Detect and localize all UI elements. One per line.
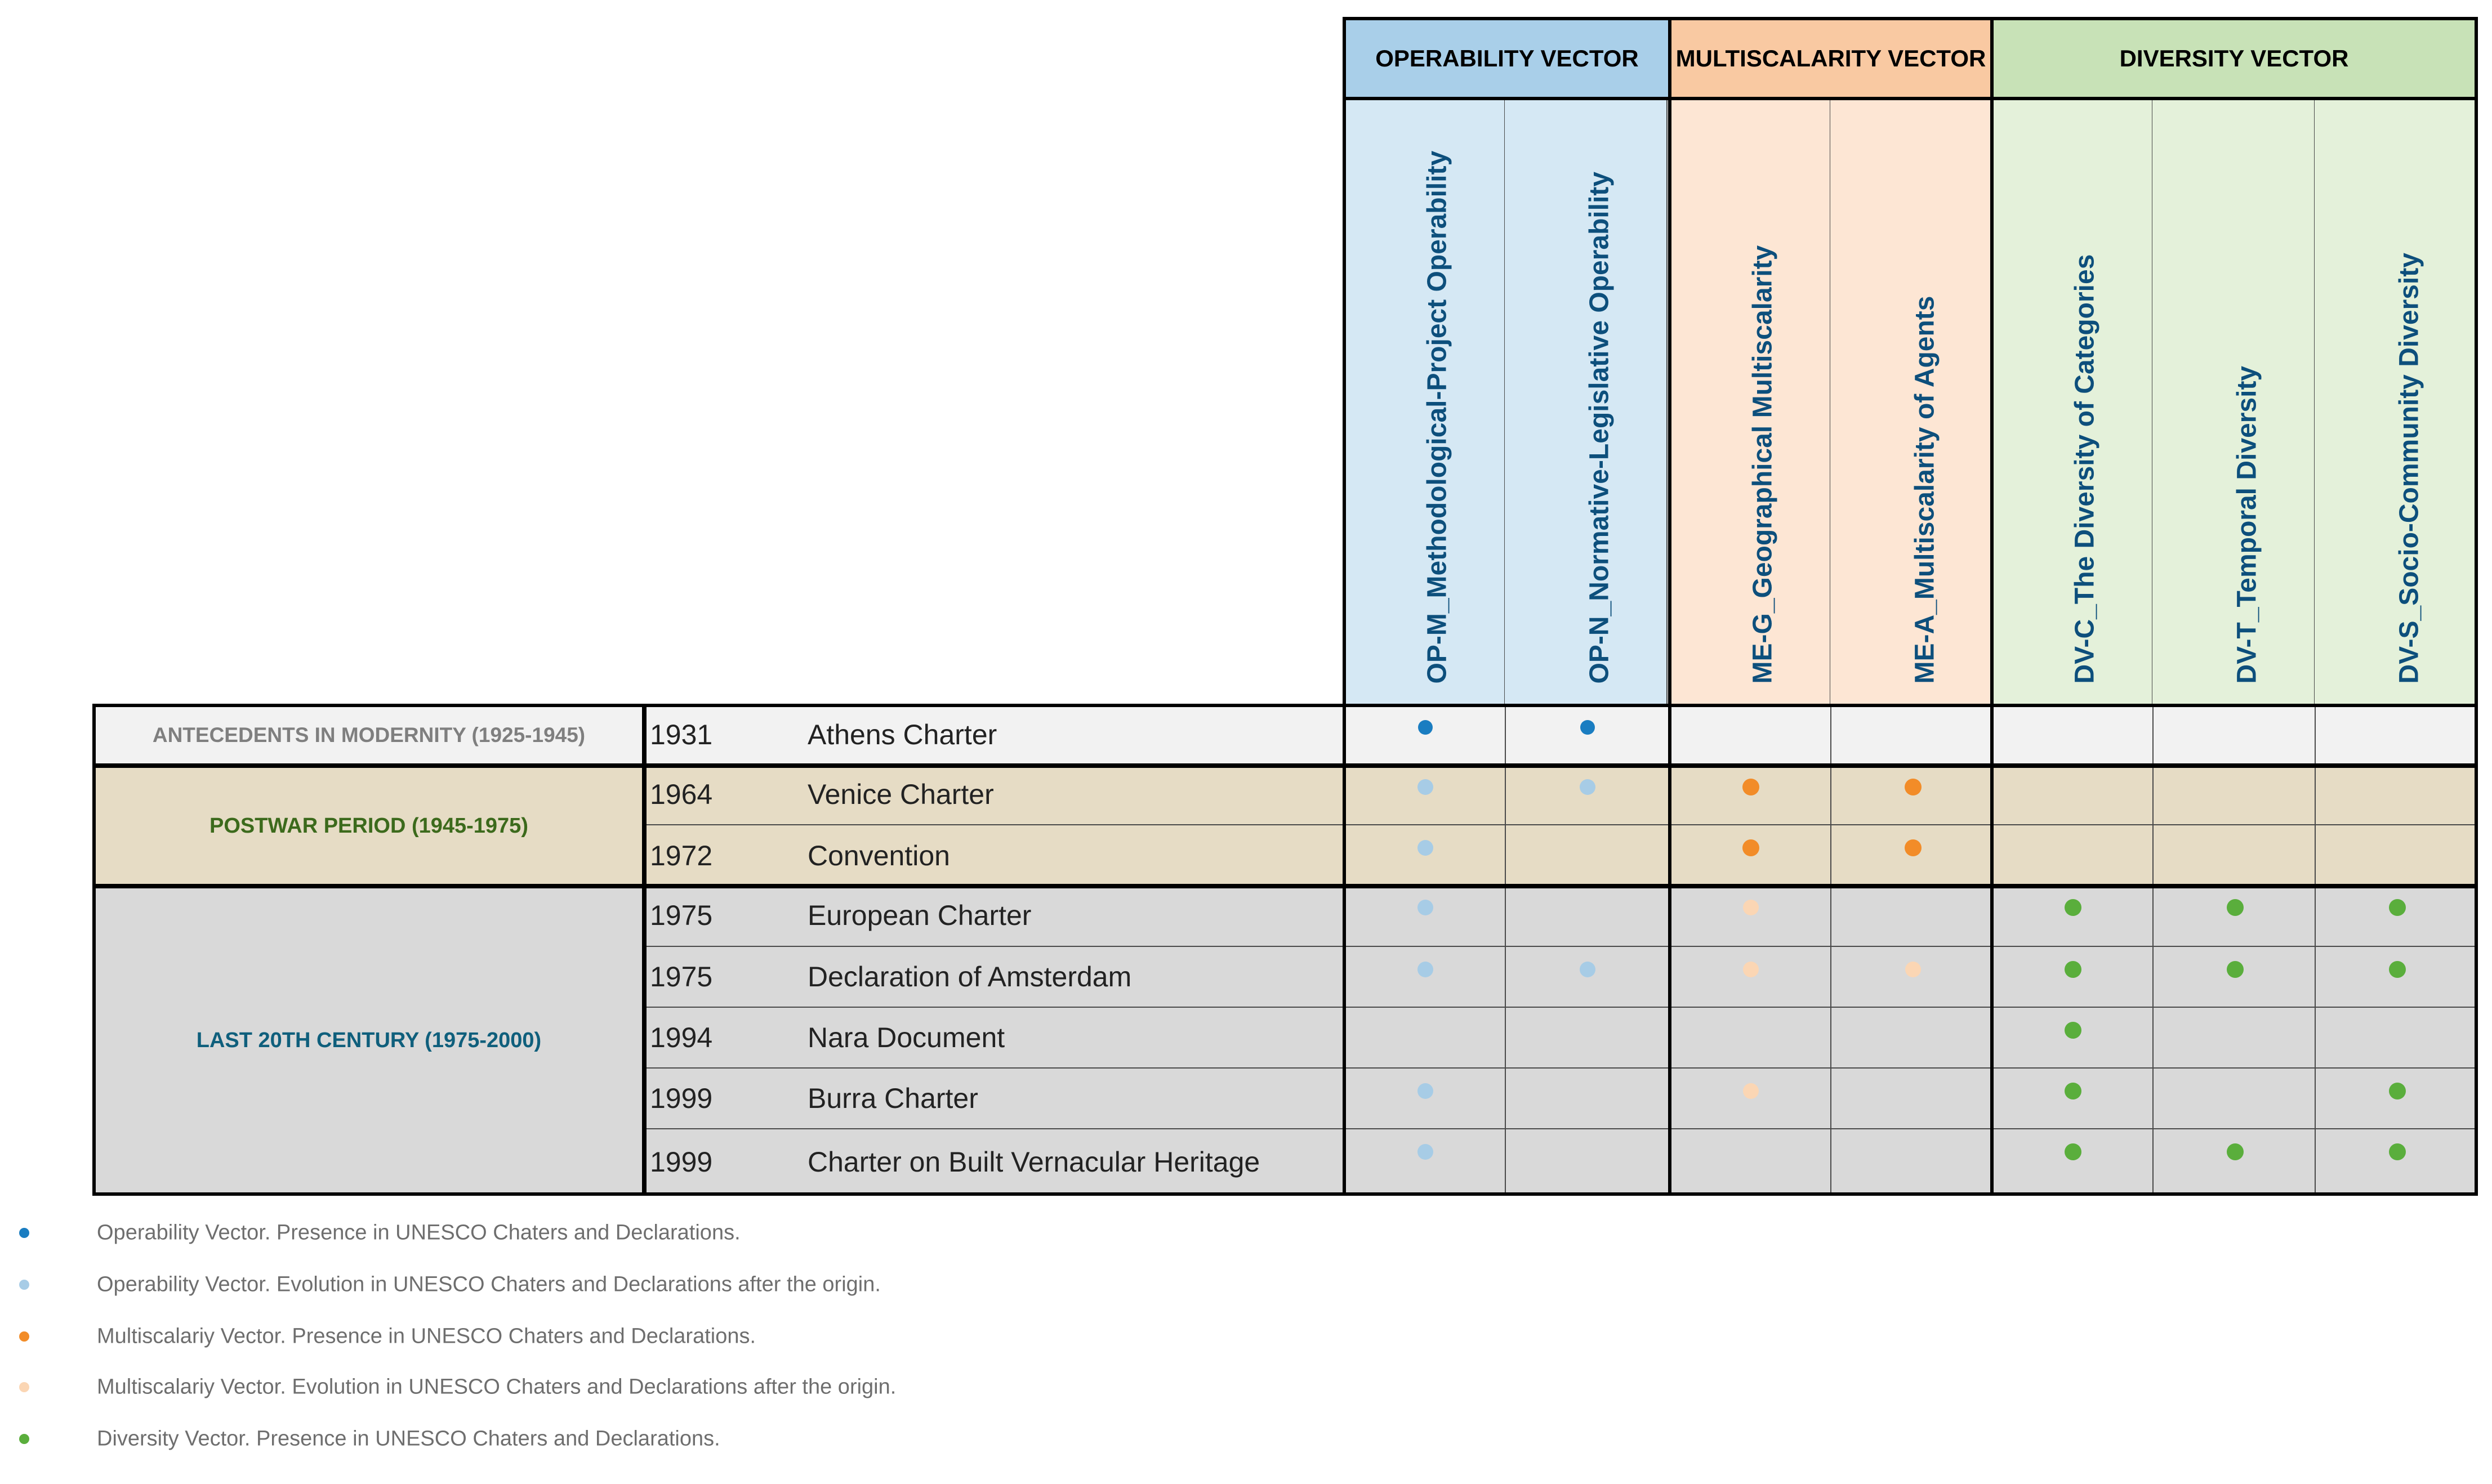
matrix-cell bbox=[1830, 885, 1993, 946]
legend-dot-icon bbox=[19, 1331, 29, 1342]
matrix-cell bbox=[1830, 947, 1993, 1007]
table-row bbox=[644, 885, 2478, 947]
row-year: 1931 bbox=[650, 719, 713, 750]
presence-dot-icon bbox=[1417, 779, 1433, 795]
presence-dot-icon bbox=[1905, 962, 1921, 977]
matrix-cell bbox=[2152, 765, 2315, 824]
legend-dot-icon bbox=[19, 1382, 29, 1392]
row-year: 1994 bbox=[650, 1022, 713, 1053]
column-header-dv-c bbox=[1990, 100, 2153, 705]
matrix-cell bbox=[2152, 947, 2315, 1007]
legend-text: Operability Vector. Evolution in UNESCO Chaters and Declarations after the origin. bbox=[97, 1272, 881, 1297]
matrix-cell bbox=[2315, 765, 2477, 824]
legend-item bbox=[0, 1320, 1239, 1353]
presence-dot-icon bbox=[1742, 779, 1759, 795]
presence-dot-icon bbox=[1905, 779, 1922, 795]
matrix-cell bbox=[2152, 885, 2315, 946]
presence-dot-icon bbox=[1580, 779, 1595, 795]
presence-dot-icon bbox=[2227, 1143, 2244, 1160]
matrix-cell bbox=[1990, 947, 2153, 1007]
matrix-cell bbox=[1830, 1069, 1993, 1128]
presence-dot-icon bbox=[2227, 899, 2244, 916]
legend-text: Diversity Vector. Presence in UNESCO Chaters and Declarations. bbox=[97, 1427, 720, 1451]
column-header-dv-s bbox=[2315, 100, 2478, 705]
matrix-cell bbox=[1830, 1008, 1993, 1067]
table-row bbox=[644, 825, 2478, 887]
matrix-cell bbox=[2152, 1069, 2315, 1128]
matrix-cell bbox=[1505, 885, 1668, 946]
matrix-cell bbox=[2315, 704, 2477, 766]
matrix-cell bbox=[2152, 1008, 2315, 1067]
vector-separator bbox=[1990, 704, 1994, 1196]
matrix-cell bbox=[2152, 704, 2315, 766]
column-header-op-m bbox=[1343, 100, 1505, 705]
legend-item bbox=[0, 1268, 1239, 1302]
matrix-cell bbox=[1343, 704, 1505, 766]
row-document: Burra Charter bbox=[808, 1083, 978, 1114]
presence-dot-icon bbox=[2389, 899, 2406, 916]
row-year: 1975 bbox=[650, 900, 713, 931]
presence-dot-icon bbox=[2389, 1143, 2406, 1160]
matrix-cell bbox=[2315, 947, 2477, 1007]
matrix-cell bbox=[1668, 765, 1831, 824]
legend-dot-icon bbox=[19, 1228, 29, 1238]
presence-dot-icon bbox=[1417, 840, 1433, 856]
row-document: Convention bbox=[808, 840, 950, 871]
row-document: Athens Charter bbox=[808, 719, 997, 750]
matrix-cell bbox=[1668, 1008, 1831, 1067]
presence-dot-icon bbox=[1905, 839, 1922, 856]
legend-item bbox=[0, 1216, 1239, 1250]
legend-dot-icon bbox=[19, 1434, 29, 1444]
row-year: 1999 bbox=[650, 1146, 713, 1178]
matrix-cell bbox=[1668, 1069, 1831, 1128]
legend-item bbox=[0, 1422, 1239, 1456]
matrix-cell bbox=[2152, 825, 2315, 886]
matrix-cell bbox=[1668, 825, 1831, 886]
presence-dot-icon bbox=[1418, 720, 1433, 735]
presence-dot-icon bbox=[1417, 900, 1433, 915]
vector-separator bbox=[1668, 704, 1671, 1196]
table-row bbox=[644, 765, 2478, 825]
presence-dot-icon bbox=[2065, 1022, 2081, 1039]
column-header-me-a bbox=[1830, 100, 1993, 705]
matrix-cell bbox=[2152, 1129, 2315, 1195]
column-header-dv-t bbox=[2152, 100, 2315, 705]
presence-dot-icon bbox=[2389, 961, 2406, 978]
legend-text: Multiscalariy Vector. Presence in UNESCO Chaters and Declarations. bbox=[97, 1324, 756, 1348]
table-row bbox=[644, 1008, 2478, 1069]
vector-separator bbox=[1990, 97, 1994, 705]
matrix-cell bbox=[1343, 1069, 1505, 1128]
matrix-cell bbox=[1830, 1129, 1993, 1195]
matrix-cell bbox=[1990, 825, 2153, 886]
column-header-label: DV-T_Temporal Diversity bbox=[2232, 365, 2262, 684]
matrix-cell bbox=[1343, 825, 1505, 886]
matrix-cell bbox=[1990, 1008, 2153, 1067]
presence-dot-icon bbox=[1742, 839, 1759, 856]
matrix-cell bbox=[1990, 1069, 2153, 1128]
matrix-cell bbox=[1505, 704, 1668, 766]
matrix-cell bbox=[1505, 1129, 1668, 1195]
presence-dot-icon bbox=[2065, 1143, 2081, 1160]
matrix-cell bbox=[2315, 1129, 2477, 1195]
presence-dot-icon bbox=[1417, 1144, 1433, 1160]
row-document: European Charter bbox=[808, 900, 1032, 931]
matrix-cell bbox=[1830, 704, 1993, 766]
matrix-cell bbox=[2315, 825, 2477, 886]
period-antecedents: ANTECEDENTS IN MODERNITY (1925-1945) bbox=[92, 704, 645, 767]
matrix-cell bbox=[1505, 947, 1668, 1007]
presence-dot-icon bbox=[1743, 1083, 1759, 1099]
matrix-cell bbox=[1505, 765, 1668, 824]
presence-dot-icon bbox=[2227, 961, 2244, 978]
presence-dot-icon bbox=[1417, 962, 1433, 977]
presence-dot-icon bbox=[2065, 899, 2081, 916]
presence-dot-icon bbox=[2389, 1083, 2406, 1099]
column-header-label: OP-N_Normative-Legislative Operability bbox=[1584, 171, 1614, 684]
matrix-cell bbox=[1668, 1129, 1831, 1195]
table-row bbox=[644, 704, 2478, 767]
diversity-vector-header: DIVERSITY VECTOR bbox=[1990, 17, 2478, 100]
column-header-op-n bbox=[1505, 100, 1668, 705]
matrix-cell bbox=[2315, 885, 2477, 946]
matrix-cell bbox=[1343, 1008, 1505, 1067]
legend-text: Operability Vector. Presence in UNESCO Chaters and Declarations. bbox=[97, 1221, 741, 1245]
matrix-cell bbox=[2315, 1069, 2477, 1128]
row-year: 1975 bbox=[650, 961, 713, 993]
matrix-cell bbox=[1990, 704, 2153, 766]
matrix-cell bbox=[1990, 885, 2153, 946]
period-last-20th-century: LAST 20TH CENTURY (1975-2000) bbox=[92, 885, 645, 1196]
row-document: Nara Document bbox=[808, 1022, 1005, 1053]
column-header-label: ME-A_Multiscalarity of Agents bbox=[1910, 296, 1940, 684]
matrix-cell bbox=[1990, 765, 2153, 824]
column-header-label: DV-C_The Diversity of Categories bbox=[2070, 254, 2099, 684]
column-header-label: ME-G_Geographical Multiscalarity bbox=[1747, 245, 1777, 684]
matrix-cell bbox=[1505, 825, 1668, 886]
row-year: 1964 bbox=[650, 779, 713, 810]
presence-dot-icon bbox=[1580, 720, 1595, 735]
presence-dot-icon bbox=[1417, 1083, 1433, 1099]
multiscalarity-vector-header: MULTISCALARITY VECTOR bbox=[1668, 17, 1994, 100]
matrix-cell bbox=[1343, 765, 1505, 824]
matrix-cell bbox=[1343, 1129, 1505, 1195]
row-year: 1972 bbox=[650, 840, 713, 871]
legend-item bbox=[0, 1370, 1239, 1404]
matrix-cell bbox=[1668, 885, 1831, 946]
matrix-cell bbox=[1990, 1129, 2153, 1195]
presence-dot-icon bbox=[1580, 962, 1595, 977]
presence-dot-icon bbox=[2065, 961, 2081, 978]
matrix-cell bbox=[1830, 825, 1993, 886]
matrix-cell bbox=[1668, 947, 1831, 1007]
legend-text: Multiscalariy Vector. Evolution in UNESCO Chaters and Declarations after the origin. bbox=[97, 1375, 897, 1399]
table-row bbox=[644, 1069, 2478, 1129]
column-header-label: DV-S_Socio-Community Diversity bbox=[2394, 252, 2424, 684]
matrix-cell bbox=[1505, 1069, 1668, 1128]
column-header-label: OP-M_Methodological-Project Operability bbox=[1422, 150, 1452, 684]
presence-dot-icon bbox=[1743, 900, 1759, 915]
matrix-cell bbox=[1830, 765, 1993, 824]
row-document: Charter on Built Vernacular Heritage bbox=[808, 1146, 1260, 1178]
presence-dot-icon bbox=[1743, 962, 1759, 977]
matrix-cell bbox=[1343, 885, 1505, 946]
matrix-cell bbox=[1343, 947, 1505, 1007]
operability-vector-header: OPERABILITY VECTOR bbox=[1343, 17, 1671, 100]
matrix-cell bbox=[2315, 1008, 2477, 1067]
legend-dot-icon bbox=[19, 1280, 29, 1290]
row-document: Declaration of Amsterdam bbox=[808, 961, 1132, 993]
presence-dot-icon bbox=[2065, 1083, 2081, 1099]
vector-separator bbox=[1343, 704, 1346, 1196]
vector-separator bbox=[1668, 97, 1671, 705]
matrix-cell bbox=[1668, 704, 1831, 766]
row-year: 1999 bbox=[650, 1083, 713, 1114]
matrix-cell bbox=[1505, 1008, 1668, 1067]
period-postwar: POSTWAR PERIOD (1945-1975) bbox=[92, 765, 645, 887]
row-document: Venice Charter bbox=[808, 779, 994, 810]
column-header-me-g bbox=[1668, 100, 1831, 705]
table-row bbox=[644, 947, 2478, 1008]
table-row bbox=[644, 1129, 2478, 1196]
